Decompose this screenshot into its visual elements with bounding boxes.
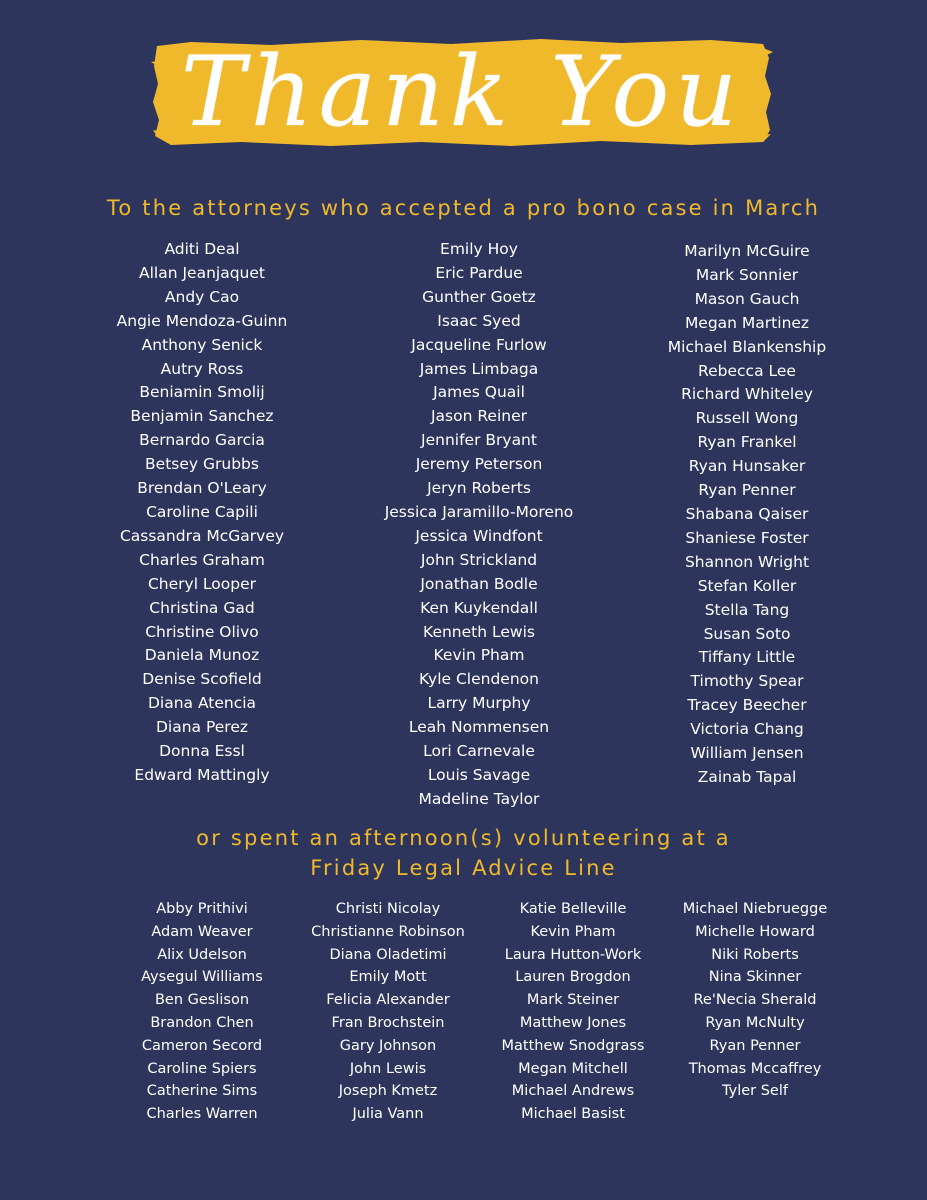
name-list-item: Madeline Taylor xyxy=(418,789,540,808)
advice-line-heading-line1: or spent an afternoon(s) volunteering at a xyxy=(196,826,731,850)
name-list-item: Shaniese Foster xyxy=(685,528,809,547)
name-list-item: James Quail xyxy=(433,383,525,402)
name-list-item: Louis Savage xyxy=(427,765,531,784)
pro-bono-column-2 xyxy=(369,238,589,812)
name-list-item: Kevin Pham xyxy=(530,923,616,940)
name-list-item: Allan Jeanjaquet xyxy=(139,263,265,282)
name-list-item: Eric Pardue xyxy=(435,263,523,282)
name-list-item: Timothy Spear xyxy=(690,672,804,691)
name-list-item: Shabana Qaiser xyxy=(685,504,809,523)
name-list-item: Niki Roberts xyxy=(711,946,799,963)
name-list-item: Larry Murphy xyxy=(427,694,531,713)
name-list-item: Re'Necia Sherald xyxy=(693,992,817,1009)
name-list-item: John Strickland xyxy=(420,550,538,569)
title-banner xyxy=(151,36,773,148)
pro-bono-column-3 xyxy=(637,240,857,790)
name-list-item: Cheryl Looper xyxy=(147,574,257,593)
name-list-item: Ryan Penner xyxy=(709,1037,801,1054)
name-list-item: Matthew Jones xyxy=(519,1014,627,1031)
name-list-item: Brandon Chen xyxy=(150,1014,254,1031)
name-list-item: Emily Mott xyxy=(349,969,427,986)
name-list-item: Zainab Tapal xyxy=(697,767,797,786)
advice-line-column-3 xyxy=(478,898,668,1126)
name-list-item: Aditi Deal xyxy=(164,240,240,258)
name-list-item: Gunther Goetz xyxy=(422,287,536,306)
name-list-item: Kevin Pham xyxy=(433,646,525,665)
name-list-item: Jessica Jaramillo-Moreno xyxy=(384,502,574,521)
name-list-item: Cameron Secord xyxy=(141,1037,263,1054)
name-list-item: Jason Reiner xyxy=(430,407,528,426)
name-list-item: Betsey Grubbs xyxy=(145,455,259,474)
name-list-item: Jennifer Bryant xyxy=(421,431,537,450)
name-list-item: Joseph Kmetz xyxy=(338,1083,438,1100)
name-list-item: Marilyn McGuire xyxy=(684,242,810,260)
name-list-item: Mark Sonnier xyxy=(695,265,799,284)
name-list-item: Ryan Penner xyxy=(698,481,796,500)
name-list-item: Russell Wong xyxy=(695,409,799,428)
name-list-item: Emily Hoy xyxy=(440,240,518,258)
name-list-item: Jacqueline Furlow xyxy=(411,335,547,354)
name-list-item: Rebecca Lee xyxy=(698,361,796,380)
advice-line-heading-line2: Friday Legal Advice Line xyxy=(310,856,617,880)
name-list-item: Beniamin Smolij xyxy=(139,383,265,402)
name-list-item: Katie Belleville xyxy=(519,901,627,917)
name-list-item: Lori Carnevale xyxy=(423,742,535,761)
name-list-item: Edward Mattingly xyxy=(134,765,270,784)
name-list-item: Charles Graham xyxy=(139,550,265,569)
name-list-item: Leah Nommensen xyxy=(408,718,550,737)
name-list-item: Ben Geslison xyxy=(154,992,250,1009)
advice-line-column-2 xyxy=(293,898,483,1126)
name-list-item: Megan Mitchell xyxy=(518,1060,628,1077)
name-list-item: Abby Prithivi xyxy=(156,901,248,917)
name-list-item: Christi Nicolay xyxy=(335,901,441,917)
name-list-item: Isaac Syed xyxy=(437,311,521,330)
name-list-item: Michael Andrews xyxy=(511,1083,635,1100)
name-list-item: Christina Gad xyxy=(149,598,255,617)
name-list-item: Stefan Koller xyxy=(697,576,797,595)
name-list-item: Mason Gauch xyxy=(694,289,800,308)
name-list-item: William Jensen xyxy=(690,744,804,763)
advice-line-column-1 xyxy=(107,898,297,1126)
name-list-item: Fran Brochstein xyxy=(331,1014,445,1031)
name-list-item: Bernardo Garcia xyxy=(139,431,265,450)
name-list-item: John Lewis xyxy=(349,1060,427,1077)
name-list-item: Victoria Chang xyxy=(690,720,804,739)
name-list-item: Christianne Robinson xyxy=(311,923,465,940)
name-list-item: Stella Tang xyxy=(704,600,790,619)
name-list-item: Anthony Senick xyxy=(141,335,263,354)
name-list-item: Christine Olivo xyxy=(145,622,259,641)
advice-line-column-4 xyxy=(660,898,850,1103)
name-list-item: Michael Blankenship xyxy=(667,337,827,356)
name-list-item: Autry Ross xyxy=(160,359,244,378)
name-list-item: Richard Whiteley xyxy=(681,385,813,404)
name-list-item: Daniela Munoz xyxy=(144,646,260,665)
name-list-item: Angie Mendoza-Guinn xyxy=(116,311,288,330)
name-list-item: Jeremy Peterson xyxy=(415,455,543,474)
name-list-item: Diana Atencia xyxy=(147,694,257,713)
name-list-item: Alix Udelson xyxy=(157,946,247,963)
name-list-item: Thomas Mccaffrey xyxy=(688,1060,822,1077)
name-list-item: Megan Martinez xyxy=(684,313,810,332)
name-list-item: Donna Essl xyxy=(159,742,245,761)
name-list-item: Adam Weaver xyxy=(151,923,253,940)
name-list-item: Brendan O'Leary xyxy=(137,479,267,498)
name-list-item: Catherine Sims xyxy=(146,1083,258,1100)
name-list-item: Susan Soto xyxy=(703,624,791,643)
name-list-item: Kyle Clendenon xyxy=(419,670,539,689)
name-list-item: Jonathan Bodle xyxy=(420,574,538,593)
name-list-item: Kenneth Lewis xyxy=(423,622,535,641)
name-list-item: Tiffany Little xyxy=(698,648,796,667)
name-list-item: Ryan McNulty xyxy=(705,1014,805,1031)
name-list-item: Benjamin Sanchez xyxy=(130,407,274,426)
pro-bono-column-1 xyxy=(92,238,312,788)
name-list-item: Michael Basist xyxy=(521,1106,625,1123)
name-list-item: Jessica Windfont xyxy=(415,526,543,545)
name-list-item: Gary Johnson xyxy=(339,1037,437,1054)
name-list-item: Tracey Beecher xyxy=(687,696,807,715)
name-list-item: Shannon Wright xyxy=(684,552,810,571)
name-list-item: Julia Vann xyxy=(352,1106,424,1123)
name-list-item: Tyler Self xyxy=(722,1083,788,1100)
name-list-item: Aysegul Williams xyxy=(141,969,263,986)
name-list-item: Ryan Frankel xyxy=(697,433,797,452)
name-list-item: Felicia Alexander xyxy=(326,992,450,1009)
name-list-item: Nina Skinner xyxy=(708,969,802,986)
name-list-item: Ken Kuykendall xyxy=(420,598,538,617)
name-list-item: Andy Cao xyxy=(164,287,240,306)
name-list-item: Michelle Howard xyxy=(695,923,815,940)
name-list-item: Caroline Capili xyxy=(146,502,258,521)
name-list-item: Ryan Hunsaker xyxy=(688,457,806,476)
name-list-item: Jeryn Roberts xyxy=(427,479,531,498)
page-title: Thank You xyxy=(180,36,744,148)
name-list-item: Denise Scofield xyxy=(142,670,262,689)
name-list-item: Laura Hutton-Work xyxy=(504,946,642,963)
name-list-item: Mark Steiner xyxy=(526,992,620,1009)
name-list-item: Charles Warren xyxy=(146,1106,258,1123)
name-list-item: James Limbaga xyxy=(419,359,539,378)
name-list-item: Diana Perez xyxy=(155,718,249,737)
name-list-item: Cassandra McGarvey xyxy=(119,526,285,545)
pro-bono-heading: To the attorneys who accepted a pro bono case in March xyxy=(106,196,821,220)
name-list-item: Lauren Brogdon xyxy=(515,969,631,986)
name-list-item: Matthew Snodgrass xyxy=(501,1037,645,1054)
name-list-item: Caroline Spiers xyxy=(147,1060,257,1077)
name-list-item: Michael Niebruegge xyxy=(682,901,828,917)
name-list-item: Diana Oladetimi xyxy=(329,946,447,963)
